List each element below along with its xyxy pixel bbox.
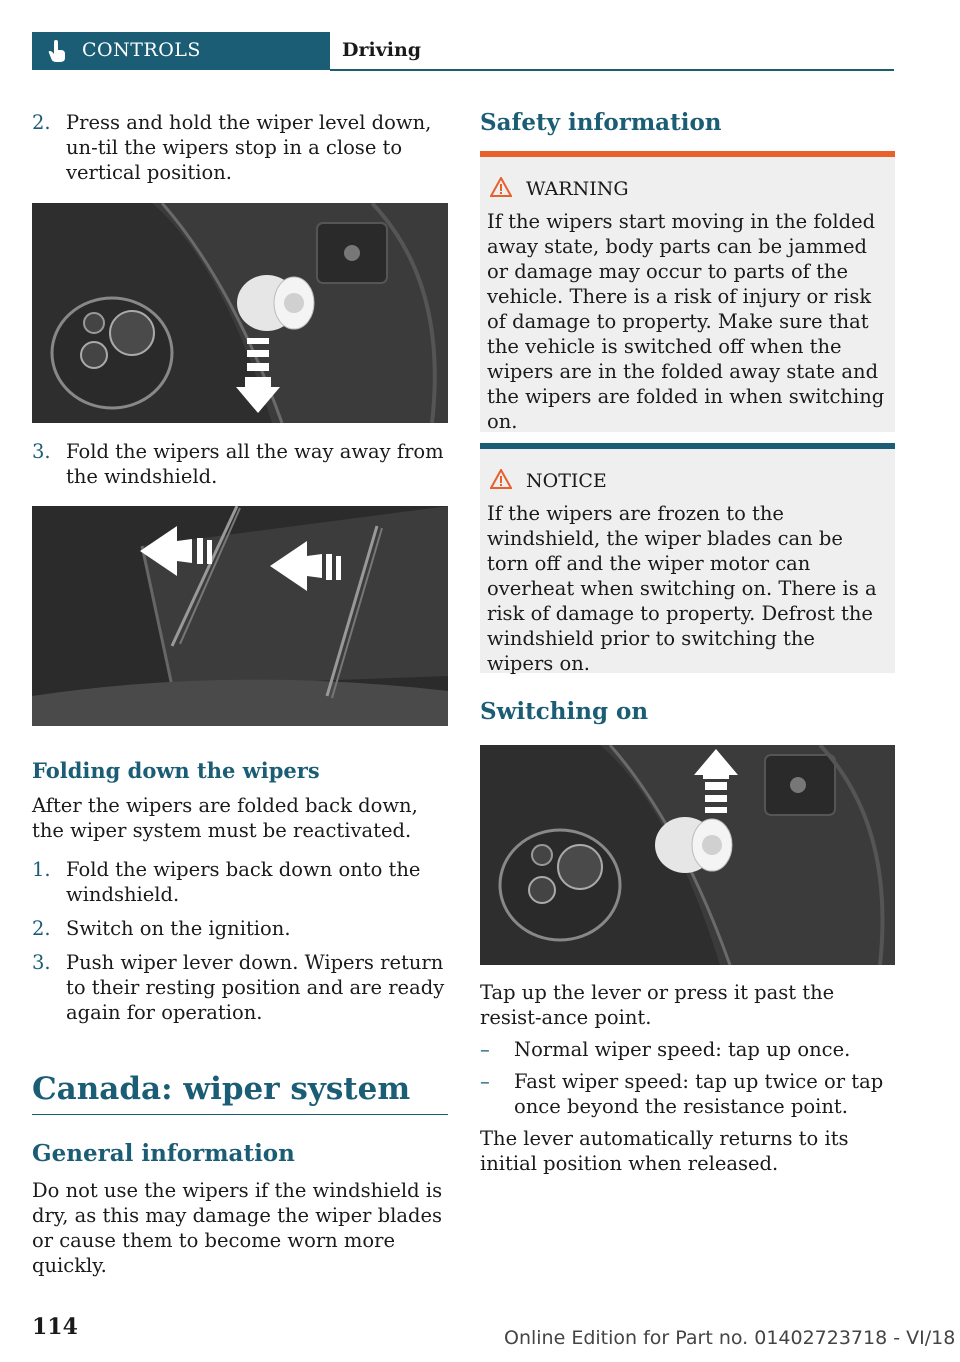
section-label: CONTROLS	[82, 39, 201, 61]
warning-triangle-icon	[490, 177, 512, 197]
notice-text: If the wipers are frozen to the windshield, the wiper blades can be torn off and the wiper motor can overheat when switching on. There is a risk of damage to property. Defrost the windshield prior to switching the wipers on.	[487, 502, 877, 675]
canada-heading: Canada: wiper system	[32, 1071, 411, 1107]
wipers-folded-figure	[32, 506, 448, 726]
step-number: 2.	[32, 111, 51, 134]
closing-text: The lever automatically returns to its initial position when released.	[480, 1127, 849, 1175]
step-text: Press and hold the wiper level down, un-til the wipers stop in a close to vertical position.	[66, 111, 432, 184]
general-info-heading: General information	[32, 1140, 295, 1167]
switching-intro: Tap up the lever or press it past the resist-ance point.	[480, 981, 835, 1029]
heading-rule	[32, 1114, 448, 1115]
notice-triangle-icon	[490, 469, 512, 489]
notice-bar	[480, 443, 895, 449]
hand-pointer-icon	[48, 40, 66, 62]
warning-bar	[480, 151, 895, 157]
notice-box	[480, 443, 895, 673]
lever-up-illustration	[480, 745, 895, 965]
folding-intro: After the wipers are folded back down, the wiper system must be reactivated.	[32, 794, 418, 842]
step-text: Switch on the ignition.	[66, 917, 291, 940]
lever-down-figure	[32, 203, 448, 423]
bullet-dash: –	[480, 1038, 490, 1061]
step-number: 3.	[32, 951, 51, 974]
bullet-text: Normal wiper speed: tap up once.	[514, 1038, 851, 1061]
step-text: Push wiper lever down. Wipers return to their resting position and are ready again for operation.	[66, 951, 445, 1024]
safety-heading: Safety information	[480, 109, 722, 136]
warning-box	[480, 151, 895, 432]
step-number: 3.	[32, 440, 51, 463]
bullet-text: Fast wiper speed: tap up twice or tap once beyond the resistance point.	[514, 1070, 884, 1118]
general-info-text: Do not use the wipers if the windshield is dry, as this may damage the wiper blades or cause them to become worn more quickly.	[32, 1179, 443, 1277]
step-number: 2.	[32, 917, 51, 940]
lever-down-illustration	[32, 203, 448, 423]
lever-up-figure	[480, 745, 895, 965]
notice-label: NOTICE	[526, 470, 607, 492]
section-tab	[32, 32, 330, 70]
page-number: 114	[32, 1314, 78, 1340]
chapter-label: Driving	[342, 39, 422, 61]
header-rule	[330, 69, 894, 71]
edition-note: Online Edition for Part no. 01402723718 - VI/18	[504, 1327, 956, 1349]
page-header	[32, 32, 894, 70]
warning-text: If the wipers start moving in the folded away state, body parts can be jammed or damage may occur to parts of the vehicle. There is a risk of injury or risk of damage to property. Make sure that the vehicle is switched off when the wipers are in the folded away state and the wipers are folded in when switching on.	[487, 210, 885, 433]
bullet-dash: –	[480, 1070, 490, 1093]
warning-label: WARNING	[526, 178, 629, 200]
folding-down-heading: Folding down the wipers	[32, 758, 320, 783]
windshield-illustration	[32, 506, 448, 726]
step-number: 1.	[32, 858, 51, 881]
step-text: Fold the wipers back down onto the windshield.	[66, 858, 421, 906]
step-text: Fold the wipers all the way away from the windshield.	[66, 440, 444, 488]
switching-on-heading: Switching on	[480, 698, 649, 725]
